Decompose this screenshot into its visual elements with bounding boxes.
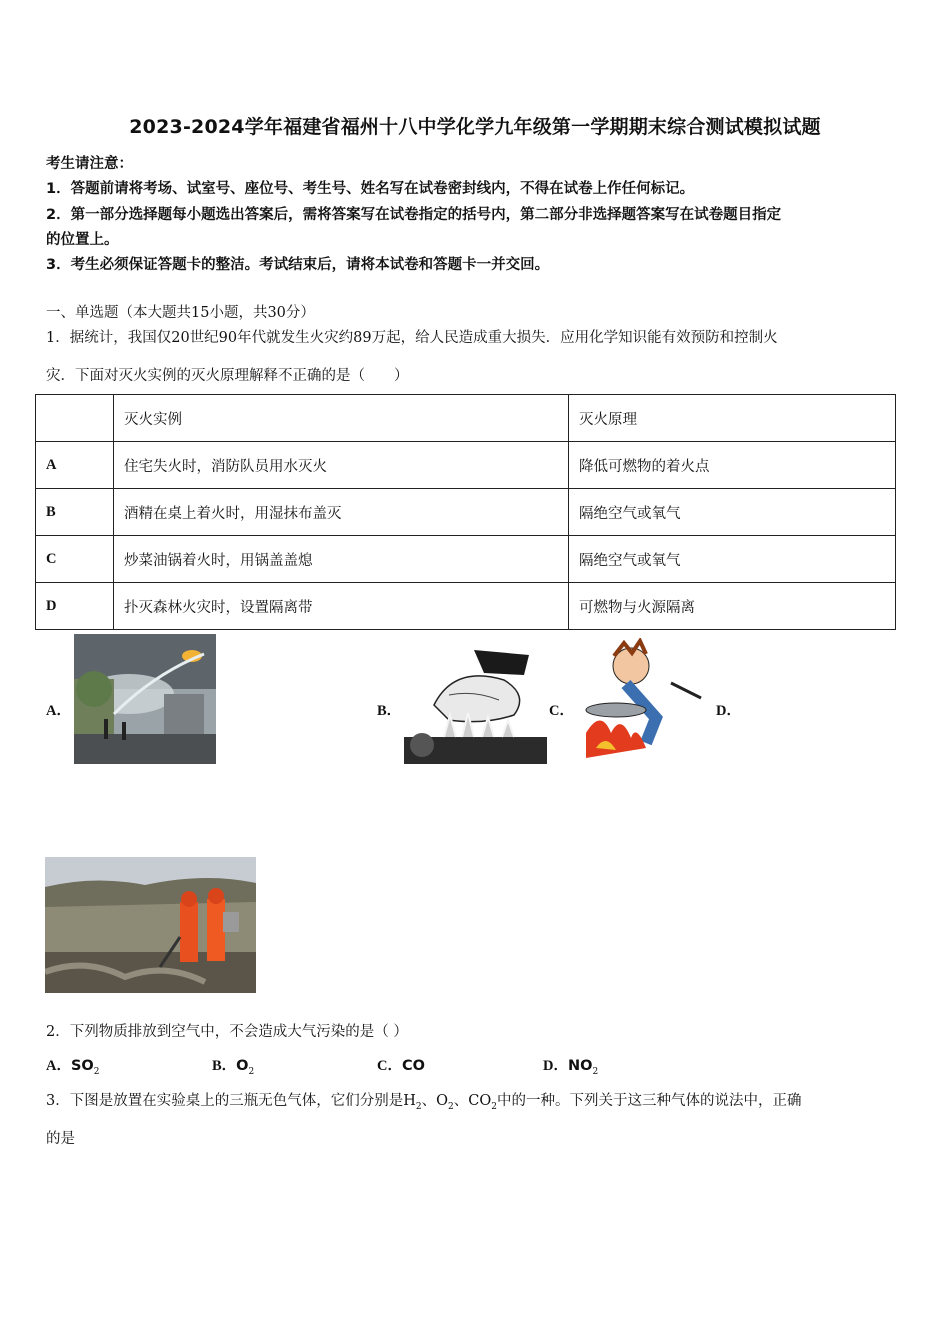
q2-option-a-label: A．	[46, 1058, 71, 1074]
q3-text-b: 中的一种。下列关于这三种气体的说法中，正确	[496, 1093, 802, 1109]
table-header-cell: 灭火原理	[569, 395, 896, 442]
table-cell-principle: 隔绝空气或氧气	[569, 489, 896, 536]
table-row	[36, 489, 896, 536]
page-title: 2023-2024学年福建省福州十八中学化学九年级第一学期期末综合测试模拟试题	[129, 116, 821, 138]
table-cell-principle: 降低可燃物的着火点	[569, 442, 896, 489]
q2-option-a-sub: 2	[93, 1066, 100, 1077]
notice-item-1: 1．答题前请将考场、试室号、座位号、考生号、姓名写在试卷密封线内，不得在试卷上作任何标记。	[46, 181, 695, 197]
option-b-label: B．	[377, 703, 402, 719]
q2-option-d-formula: NO	[567, 1058, 593, 1074]
q3-sub-3: 2	[491, 1101, 497, 1112]
q2-option-d	[543, 1054, 598, 1077]
table-cell-principle: 可燃物与火源隔离	[569, 583, 896, 630]
q3-stem-line2: 的是	[46, 1131, 75, 1147]
option-d-label: D．	[716, 703, 741, 719]
pot-lid-fire-image	[576, 638, 712, 764]
table-cell-example: 扑灭森林火灾时，设置隔离带	[114, 583, 569, 630]
q1-stem-line2: 灾．下面对灭火实例的灭火原理解释不正确的是（ ）	[46, 368, 409, 384]
section-heading: 一、单选题（本大题共15小题，共30分）	[46, 305, 315, 321]
q2-option-b-sub: 2	[248, 1066, 255, 1077]
q3-stem-line1	[46, 1089, 801, 1112]
q3-sub-1: 2	[415, 1101, 422, 1112]
table-row	[36, 442, 896, 489]
q2-option-c	[377, 1054, 425, 1077]
table-cell-option: C	[36, 536, 114, 583]
option-a-label: A．	[46, 703, 71, 719]
q3-sep-2: 、CO	[453, 1093, 492, 1109]
wet-cloth-fire-image	[404, 645, 547, 764]
q2-option-c-label: C．	[377, 1058, 402, 1074]
table-cell-example: 住宅失火时，消防队员用水灭火	[114, 442, 569, 489]
notice-item-2: 2．第一部分选择题每小题选出答案后，需将答案写在试卷指定的括号内，第二部分非选择题答案写在试卷题目指定	[46, 207, 782, 223]
q2-option-a-formula: SO	[70, 1058, 94, 1074]
fire-table	[35, 394, 896, 630]
q2-option-d-sub: 2	[592, 1066, 599, 1077]
notice-heading: 考生请注意：	[46, 156, 133, 172]
table-row	[36, 583, 896, 630]
table-row	[36, 536, 896, 583]
q3-sub-2: 2	[448, 1101, 454, 1112]
q2-option-c-formula: CO	[401, 1058, 425, 1074]
q2-option-d-label: D．	[543, 1058, 568, 1074]
q3-sep-1: 、O	[421, 1093, 448, 1109]
q2-option-a	[46, 1054, 100, 1077]
table-cell-example: 酒精在桌上着火时，用湿抹布盖灭	[114, 489, 569, 536]
q2-stem: 2．下列物质排放到空气中，不会造成大气污染的是（ ）	[46, 1024, 408, 1040]
table-header-cell: 灭火实例	[114, 395, 569, 442]
q2-option-b-formula: O	[236, 1058, 249, 1074]
forest-firefighters-image	[45, 857, 256, 993]
firefighters-water-image	[74, 634, 216, 764]
q2-option-b-label: B．	[212, 1058, 237, 1074]
q1-stem-line1: 1．据统计，我国仅20世纪90年代就发生火灾约89万起，给人民造成重大损失．应用化学知识能有效预防和控制火	[46, 330, 778, 346]
table-cell-option: D	[36, 583, 114, 630]
q3-text-a: 3．下图是放置在实验桌上的三瓶无色气体，它们分别是H	[46, 1093, 416, 1109]
notice-item-3: 3．考生必须保证答题卡的整洁。考试结束后，请将本试卷和答题卡一并交回。	[46, 257, 550, 273]
notice-item-2-cont: 的位置上。	[46, 232, 119, 248]
table-header-cell	[36, 395, 114, 442]
table-cell-principle: 隔绝空气或氧气	[569, 536, 896, 583]
table-cell-option: A	[36, 442, 114, 489]
q2-option-b	[212, 1054, 254, 1077]
option-c-label: C．	[549, 703, 574, 719]
table-cell-option: B	[36, 489, 114, 536]
table-header-row	[36, 395, 896, 442]
table-cell-example: 炒菜油锅着火时，用锅盖盖熄	[114, 536, 569, 583]
